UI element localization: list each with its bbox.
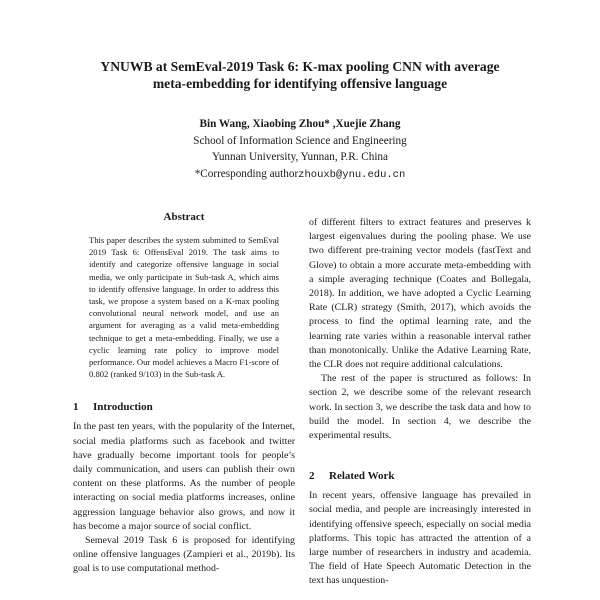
author-block: [120, 116, 480, 183]
paper-title: [60, 58, 540, 92]
affiliation-line-2: Yunnan University, Yunnan, P.R. China: [212, 151, 388, 163]
section-heading-related-work: [309, 469, 531, 483]
paper-structure-paragraph: The rest of the paper is structured as follows: In section 2, we describe some of the relevant research work. In section 3, we describe the task data and how to build the model. In section 4, we describe the experimental results.: [309, 373, 531, 442]
corresponding-author-label: *Corresponding author: [194, 167, 299, 180]
introduction-paragraph-2: Semeval 2019 Task 6 is proposed for identifying online offensive languages (Zampieri et al., 2019b). Its goal is to use computational method-: [73, 535, 295, 575]
abstract-heading: Abstract: [163, 211, 205, 223]
affiliation-line-1: School of Information Science and Engineering: [193, 134, 407, 147]
abstract-text: This paper describes the system submitted to SemEval 2019 Task 6: OffensEval 2019. The task aims to identify and categorize offensive language in social media, we only participate in Sub-task A, which aims to identify offensive language. In order to address this task, we propose a system based on a K-max pooling convolutional neural network model, and use an argument for averaging as a valid meta-embedding technique to get a meta-embedding. Finally, we use a cyclic learning rate policy to improve model performance. Our model achieves a Macro F1-score of 0.802 (ranked 9/103) in the Sub-task A.: [89, 235, 279, 380]
author-names: Bin Wang, Xiaobing Zhou* ,Xuejie Zhang: [199, 118, 401, 130]
corresponding-author-line: [120, 166, 480, 184]
section-title: Introduction: [93, 401, 153, 414]
related-work-paragraph-1: In recent years, offensive language has prevailed in social media, and people are increasingly interested in identifying offensive speech, especially on social media platforms. This topic has attracted the attention of a large number of researchers in industry and academia. The field of Hate Speech Automatic Detection in the text has unquestion-: [309, 490, 531, 587]
introduction-paragraph-continued: of different filters to extract features and preserves k largest eigenvalues during the pooling phase. We use two different pre-training vector models (fastText and Glove) to obtain a more accurate meta-embedding with a simple averaging technique (Coates and Bollegala, 2018). In addition, we have adopted a Cyclic Learning Rate (CLR) strategy (Smith, 2017), which avoids the process to find the optimal learning rate, and the learning rate varies within a reasonable interval rather than monotonically. Unlike the Adative Learning Rate, the CLR does not require additional calculations.: [309, 217, 531, 371]
right-column: [309, 216, 531, 589]
introduction-paragraph-1: In the past ten years, with the popularity of the Internet, social media platforms such as facebook and twitter have gradually become important tools for people’s daily communication, and users can publish their own content on these platforms. As the number of people interacting on social media platforms increases, online aggression language behavior also grows, and now it has become a major source of social conflict.: [73, 421, 295, 532]
paper-title-line-2: meta-embedding for identifying offensive language: [152, 76, 448, 91]
section-heading-introduction: [73, 400, 295, 414]
corresponding-email: zhouxb@ynu.edu.cn: [298, 168, 406, 181]
section-number: 2: [309, 470, 315, 483]
section-number: 1: [73, 401, 79, 414]
paper-title-line-1: YNUWB at SemEval-2019 Task 6: K-max pooling CNN with average: [100, 59, 500, 74]
section-title: Related Work: [329, 470, 395, 483]
left-column: [73, 210, 295, 577]
